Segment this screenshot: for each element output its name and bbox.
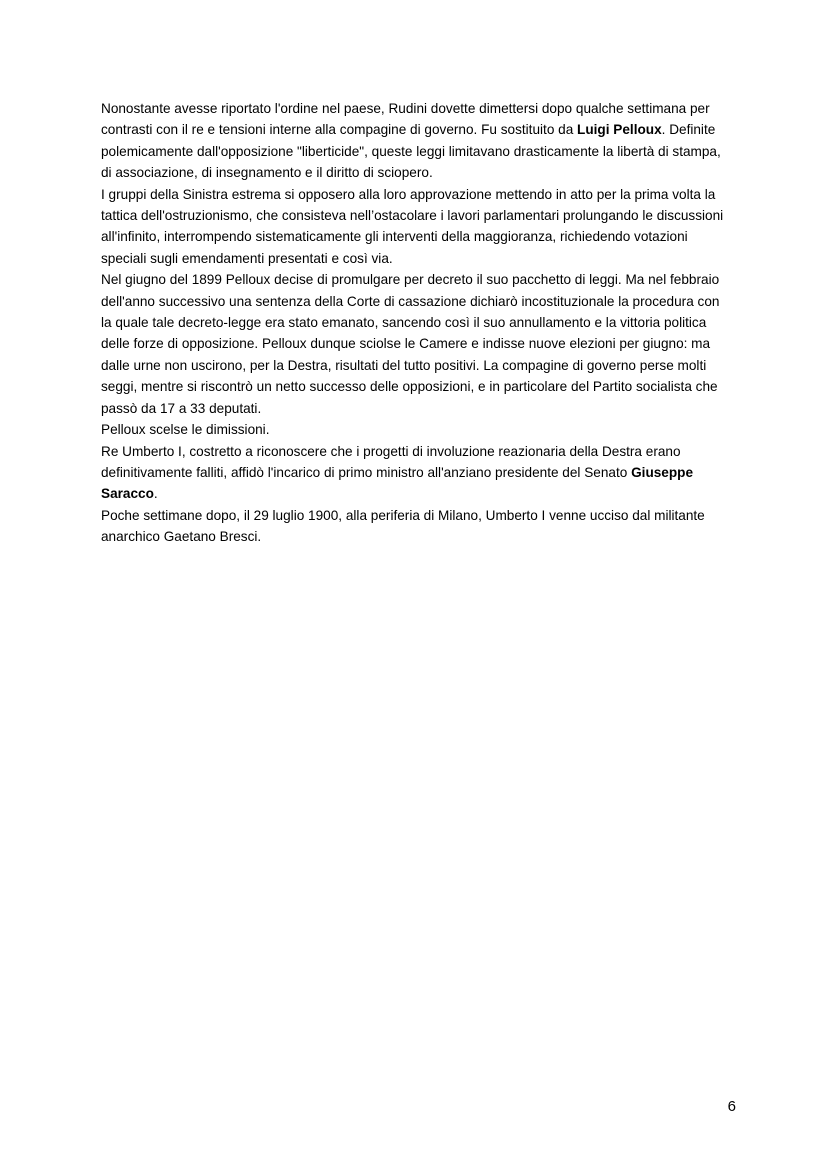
page-number: 6 (727, 1098, 736, 1115)
paragraph-decreto-1899: Nel giugno del 1899 Pelloux decise di promulgare per decreto il suo pacchetto di leggi. Ma nel febbraio dell'anno successivo una sentenza della Corte di cassazione dichiarò incostituzionale la procedura con la quale tale decreto-legge era stato emanato, sancendo così il suo annullamento e la vittoria politica delle forze di opposizione. Pelloux dunque sciolse le Camere e indisse nuove elezioni per giugno: ma dalle urne non uscirono, per la Destra, risultati del tutto positivi. La compagine di governo perse molti seggi, mentre si riscontrò un netto successo delle opposizioni, e in particolare del Partito socialista che passò da 17 a 33 deputati. (101, 272, 720, 416)
bold-name-luigi-pelloux: Luigi Pelloux (577, 122, 662, 138)
paragraph-text: . Definite polemicamente dall'opposizione "liberticide", queste leggi limitavano drasticamente la libertà di stampa, di associazione, di insegnamento e il diritto di sciopero. (101, 122, 721, 181)
paragraph-text: Re Umberto I, costretto a riconoscere che i progetti di involuzione reazionaria della Destra erano definitivamente falliti, affidò l'incarico di primo ministro all'anziano presidente del Senato (101, 443, 681, 480)
paragraph-bresci: Poche settimane dopo, il 29 luglio 1900, alla periferia di Milano, Umberto I venne ucciso dal militante anarchico Gaetano Bresci. (101, 507, 705, 545)
bold-name-giuseppe-saracco: Giuseppe Saracco (101, 464, 694, 502)
paragraph-ostruzionismo: I gruppi della Sinistra estrema si opposero alla loro approvazione mettendo in atto per la prima volta la tattica dell'ostruzionismo, che consisteva nell’ostacolare i lavori parlamentari prolungando le discussioni all'infinito, interrompendo sistematicamente gli interventi della maggioranza, richiedendo votazioni speciali sugli emendamenti presentati e così via. (101, 186, 724, 266)
paragraph-text: . (153, 486, 158, 502)
body-text (101, 98, 731, 548)
paragraph-saracco (101, 441, 731, 505)
paragraph-text: Nonostante avesse riportato l'ordine nel paese, Rudini dovette dimettersi dopo qualche settimana per contrasti con il re e tensioni interne alla compagine di governo. Fu sostituito da (101, 101, 710, 138)
paragraph-rudini-pelloux (101, 98, 731, 184)
paragraph-dimissioni: Pelloux scelse le dimissioni. (101, 422, 270, 438)
